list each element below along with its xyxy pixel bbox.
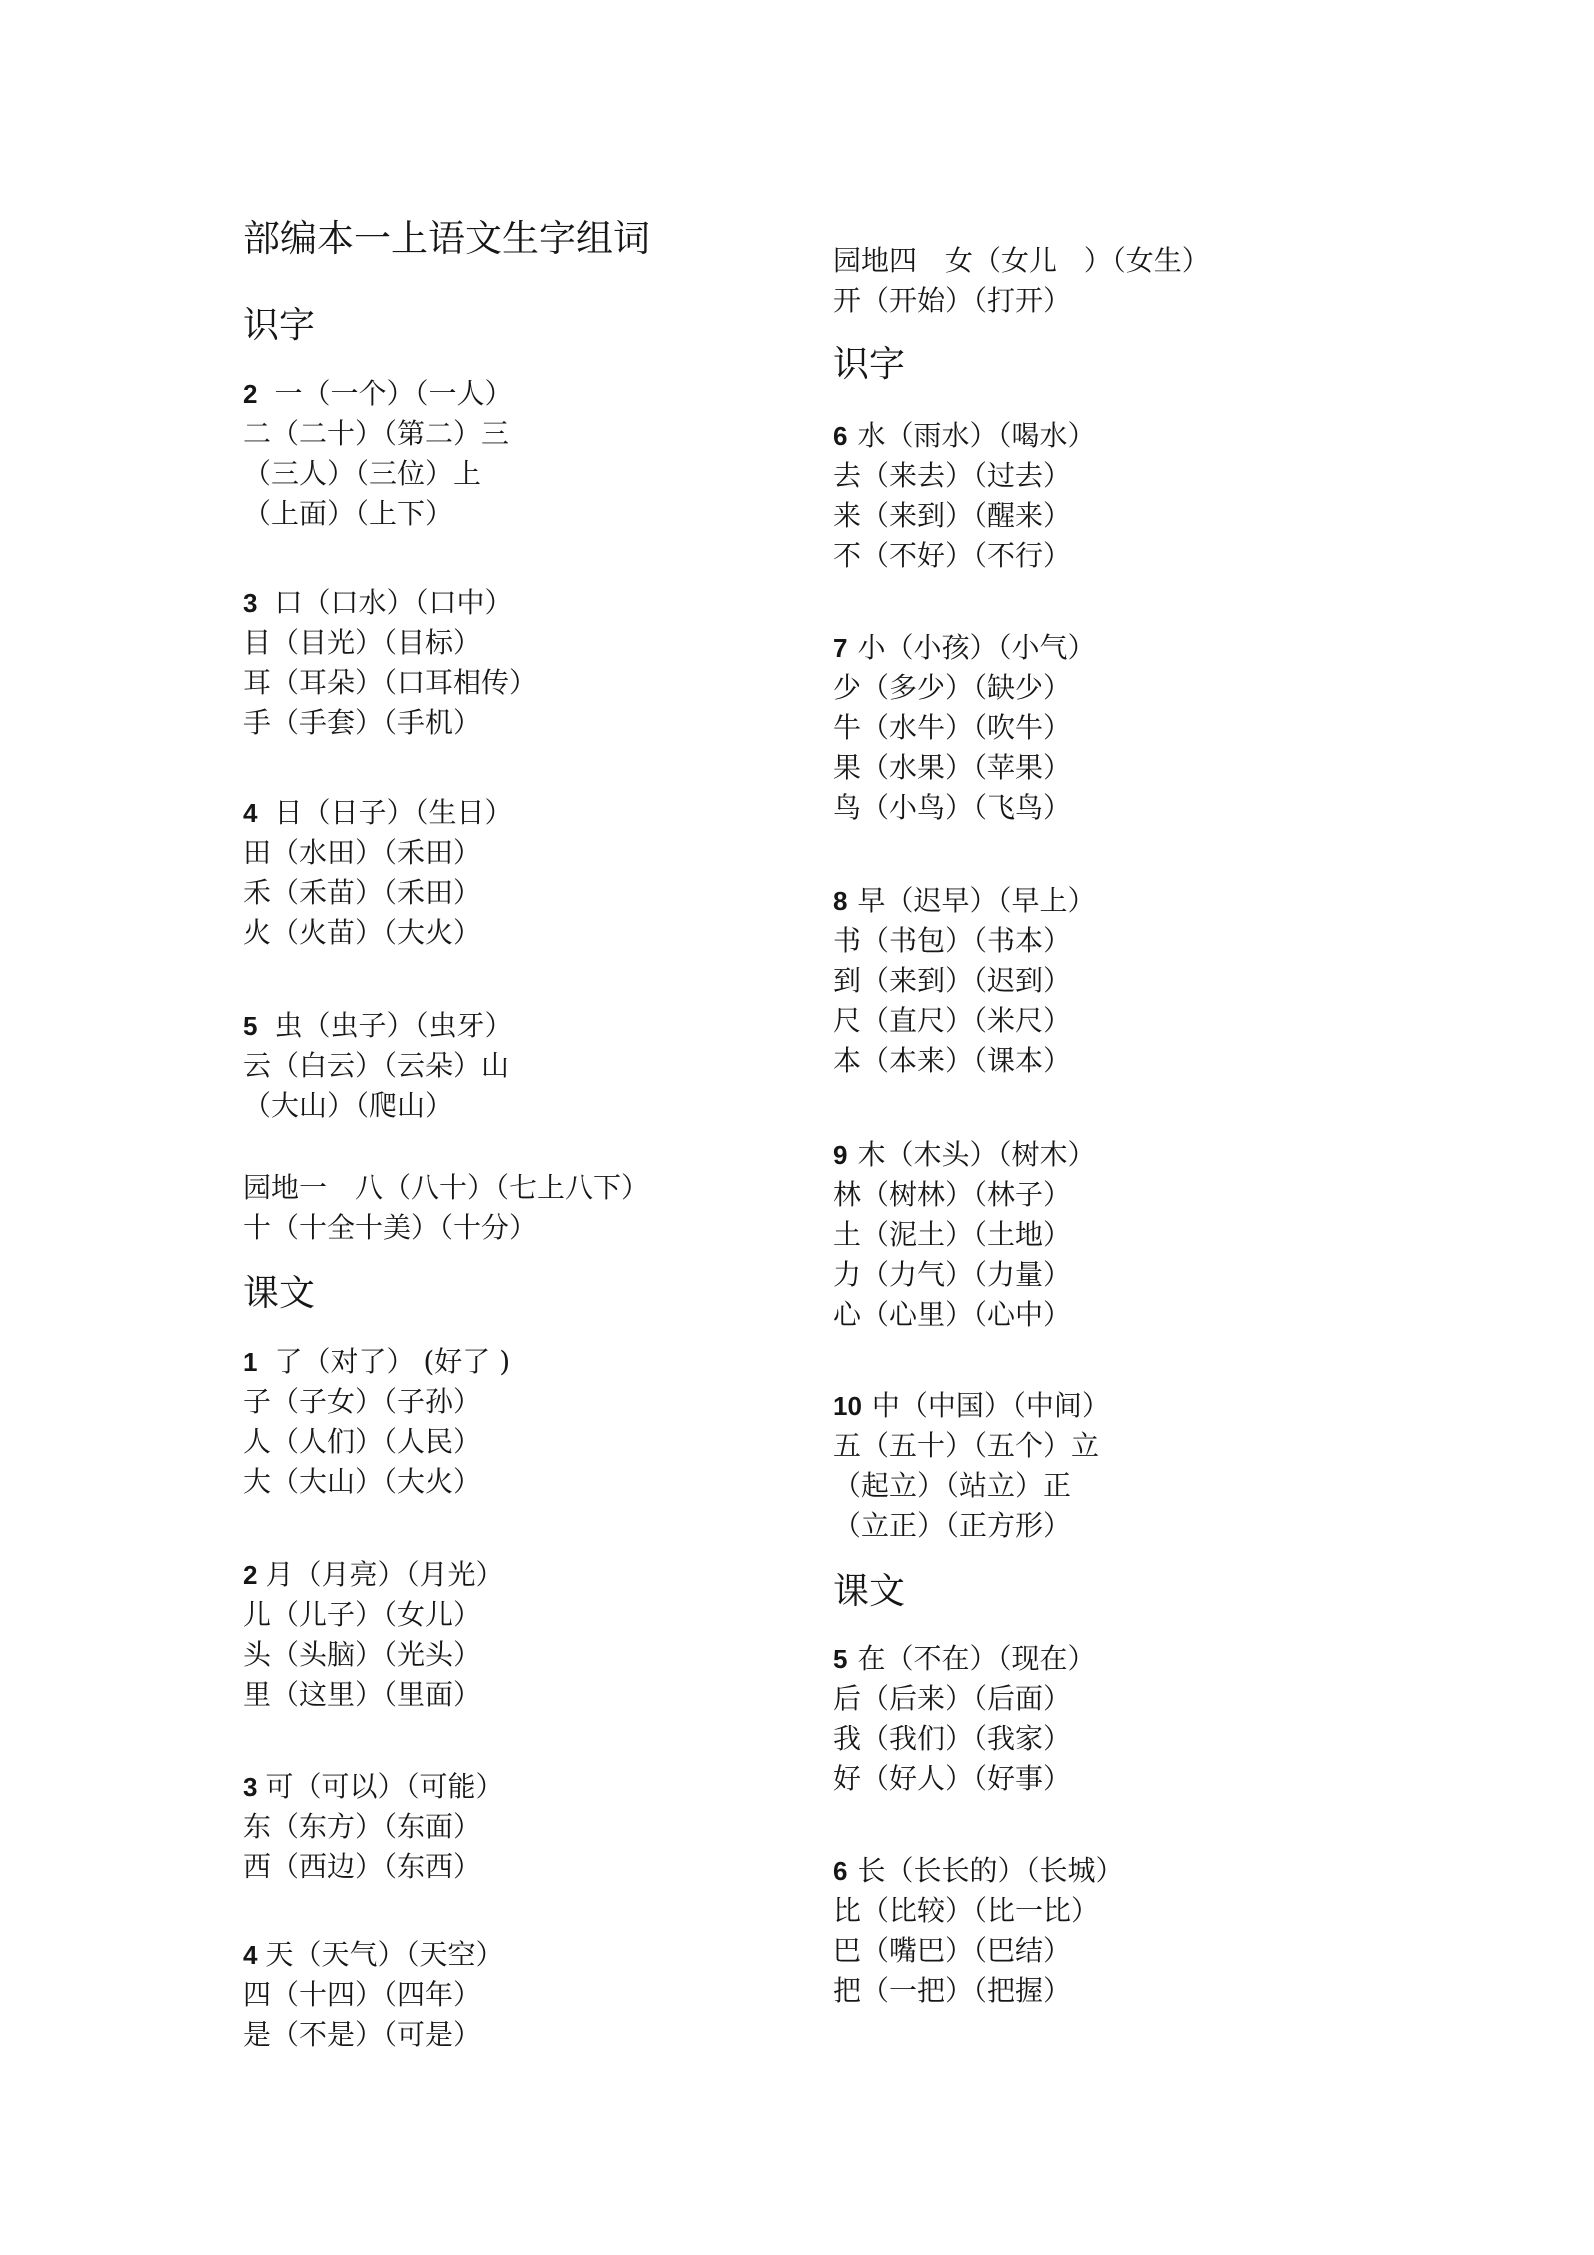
word-line: 好（好人）（好事） [833, 1762, 1072, 1795]
word-line: 少（多少）（缺少） [833, 671, 1072, 704]
word-line [833, 1135, 1095, 1175]
word-line: 里（这里）（里面） [243, 1678, 482, 1711]
word-line [243, 1767, 503, 1807]
word-line: 鸟（小鸟）（飞鸟） [833, 791, 1072, 824]
word-line: 来（来到）（醒来） [833, 499, 1072, 532]
word-text: 日（日子）（生日） [274, 796, 513, 829]
word-text: 在（不在）（现在） [857, 1642, 1096, 1675]
group-number: 10 [833, 1391, 862, 1421]
word-line: 到（来到）（迟到） [833, 964, 1072, 997]
word-line: （立正）（正方形） [833, 1509, 1072, 1542]
word-line: 大（大山）（大火） [243, 1465, 482, 1498]
group-number: 4 [243, 1940, 258, 1970]
word-group [833, 1851, 1123, 2011]
group-number: 1 [243, 1347, 258, 1377]
group-number: 7 [833, 633, 848, 663]
word-group [243, 1935, 503, 2055]
word-line: 东（东方）（东面） [243, 1810, 482, 1843]
group-number: 6 [833, 1856, 848, 1886]
word-group [243, 1767, 503, 1887]
word-line: 开（开始）（打开） [833, 284, 1072, 317]
word-group [243, 1555, 503, 1715]
word-line: （上面）（上下） [243, 497, 454, 530]
word-line [243, 1342, 510, 1382]
word-line: （起立）（站立）正 [833, 1469, 1072, 1502]
word-line: 目（目光）（目标） [243, 626, 482, 659]
word-line [243, 583, 537, 623]
word-line [833, 881, 1095, 921]
word-line [243, 1168, 649, 1208]
page-title: 部编本一上语文生字组词 [243, 217, 650, 260]
word-line: 我（我们）（我家） [833, 1722, 1072, 1755]
group-number: 5 [243, 1011, 258, 1041]
word-text: 了（对了） (好了 ) [274, 1345, 511, 1378]
word-text: 木（木头）（树木） [857, 1138, 1096, 1171]
word-text: 长（长长的）（长城） [857, 1854, 1124, 1887]
section-heading-shizi: 识字 [243, 305, 316, 346]
word-line [243, 1006, 512, 1046]
word-group [243, 583, 537, 743]
word-text: 虫（虫子）（虫牙） [274, 1009, 513, 1042]
word-line: 田（水田）（禾田） [243, 836, 482, 869]
section-heading-shizi: 识字 [833, 344, 906, 385]
word-text: 一（一个）（一人） [274, 377, 513, 410]
yuandi-label: 园地四 [833, 244, 918, 277]
yuandi-label: 园地一 [243, 1171, 328, 1204]
word-line: 土（泥土）（土地） [833, 1218, 1072, 1251]
word-group [833, 1386, 1110, 1546]
word-text: 小（小孩）（小气） [857, 631, 1096, 664]
word-text: 月（月亮）（月光） [265, 1558, 504, 1591]
word-line: 二（二十）（第二）三 [243, 417, 510, 450]
word-group [833, 1639, 1095, 1799]
group-number: 3 [243, 588, 258, 618]
word-line: 头（头脑）（光头） [243, 1638, 482, 1671]
yuandi-group [243, 1168, 649, 1248]
word-line: 后（后来）（后面） [833, 1682, 1072, 1715]
word-group [243, 793, 512, 953]
word-line: 巴（嘴巴）（巴结） [833, 1934, 1072, 1967]
word-text: 早（迟早）（早上） [857, 884, 1096, 917]
word-line [243, 793, 512, 833]
word-group [243, 1342, 510, 1502]
word-line: 林（树林）（林子） [833, 1178, 1072, 1211]
word-line [833, 416, 1095, 456]
word-line: （三人）（三位）上 [243, 457, 482, 490]
word-line: 云（白云）（云朵）山 [243, 1049, 510, 1082]
word-line [833, 1386, 1110, 1426]
word-line: （大山）（爬山） [243, 1089, 454, 1122]
group-number: 5 [833, 1644, 848, 1674]
word-line: 书（书包）（书本） [833, 924, 1072, 957]
word-line: 果（水果）（苹果） [833, 751, 1072, 784]
word-line: 手（手套）（手机） [243, 706, 482, 739]
word-line [243, 1555, 503, 1595]
word-line [243, 374, 512, 414]
word-line: 火（火苗）（大火） [243, 916, 482, 949]
word-line: 尺（直尺）（米尺） [833, 1004, 1072, 1037]
word-line: 儿（儿子）（女儿） [243, 1598, 482, 1631]
word-line: 耳（耳朵）（口耳相传） [243, 666, 538, 699]
word-line: 人（人们）（人民） [243, 1425, 482, 1458]
word-group [833, 881, 1095, 1081]
word-line [833, 628, 1095, 668]
word-line: 是（不是）（可是） [243, 2018, 482, 2051]
word-line: 子（子女）（子孙） [243, 1385, 482, 1418]
word-line: 四（十四）（四年） [243, 1978, 482, 2011]
word-line: 本（本来）（课本） [833, 1044, 1072, 1077]
word-group [243, 1006, 512, 1126]
word-group [243, 374, 512, 534]
word-line: 去（来去）（过去） [833, 459, 1072, 492]
word-text: 女（女儿 ）（女生） [945, 244, 1210, 277]
section-heading-kewen: 课文 [243, 1273, 316, 1314]
yuandi-group [833, 241, 1210, 321]
word-line: 力（力气）（力量） [833, 1258, 1072, 1291]
word-text: 水（雨水）（喝水） [857, 419, 1096, 452]
word-line: 心（心里）（心中） [833, 1298, 1072, 1331]
word-text: 八（八十）（七上八下） [355, 1171, 650, 1204]
word-text: 天（天气）（天空） [265, 1938, 504, 1971]
word-line: 比（比较）（比一比） [833, 1894, 1100, 1927]
group-number: 6 [833, 421, 848, 451]
word-line: 禾（禾苗）（禾田） [243, 876, 482, 909]
word-text: 可（可以）（可能） [265, 1770, 504, 1803]
group-number: 2 [243, 1560, 258, 1590]
word-text: 口（口水）（口中） [274, 586, 513, 619]
word-group [833, 416, 1095, 576]
word-line: 牛（水牛）（吹牛） [833, 711, 1072, 744]
word-line [833, 241, 1210, 281]
word-group [833, 1135, 1095, 1335]
group-number: 9 [833, 1140, 848, 1170]
section-heading-kewen: 课文 [833, 1571, 906, 1612]
word-line [833, 1851, 1123, 1891]
word-line: 把（一把）（把握） [833, 1974, 1072, 2007]
word-line [833, 1639, 1095, 1679]
word-line [243, 1935, 503, 1975]
word-line: 十（十全十美）（十分） [243, 1211, 538, 1244]
word-group [833, 628, 1095, 828]
group-number: 4 [243, 798, 258, 828]
word-line: 不（不好）（不行） [833, 539, 1072, 572]
group-number: 2 [243, 379, 258, 409]
group-number: 3 [243, 1772, 258, 1802]
word-line: 西（西边）（东西） [243, 1850, 482, 1883]
word-line: 五（五十）（五个）立 [833, 1429, 1100, 1462]
group-number: 8 [833, 886, 848, 916]
word-text: 中（中国）（中间） [871, 1389, 1110, 1422]
